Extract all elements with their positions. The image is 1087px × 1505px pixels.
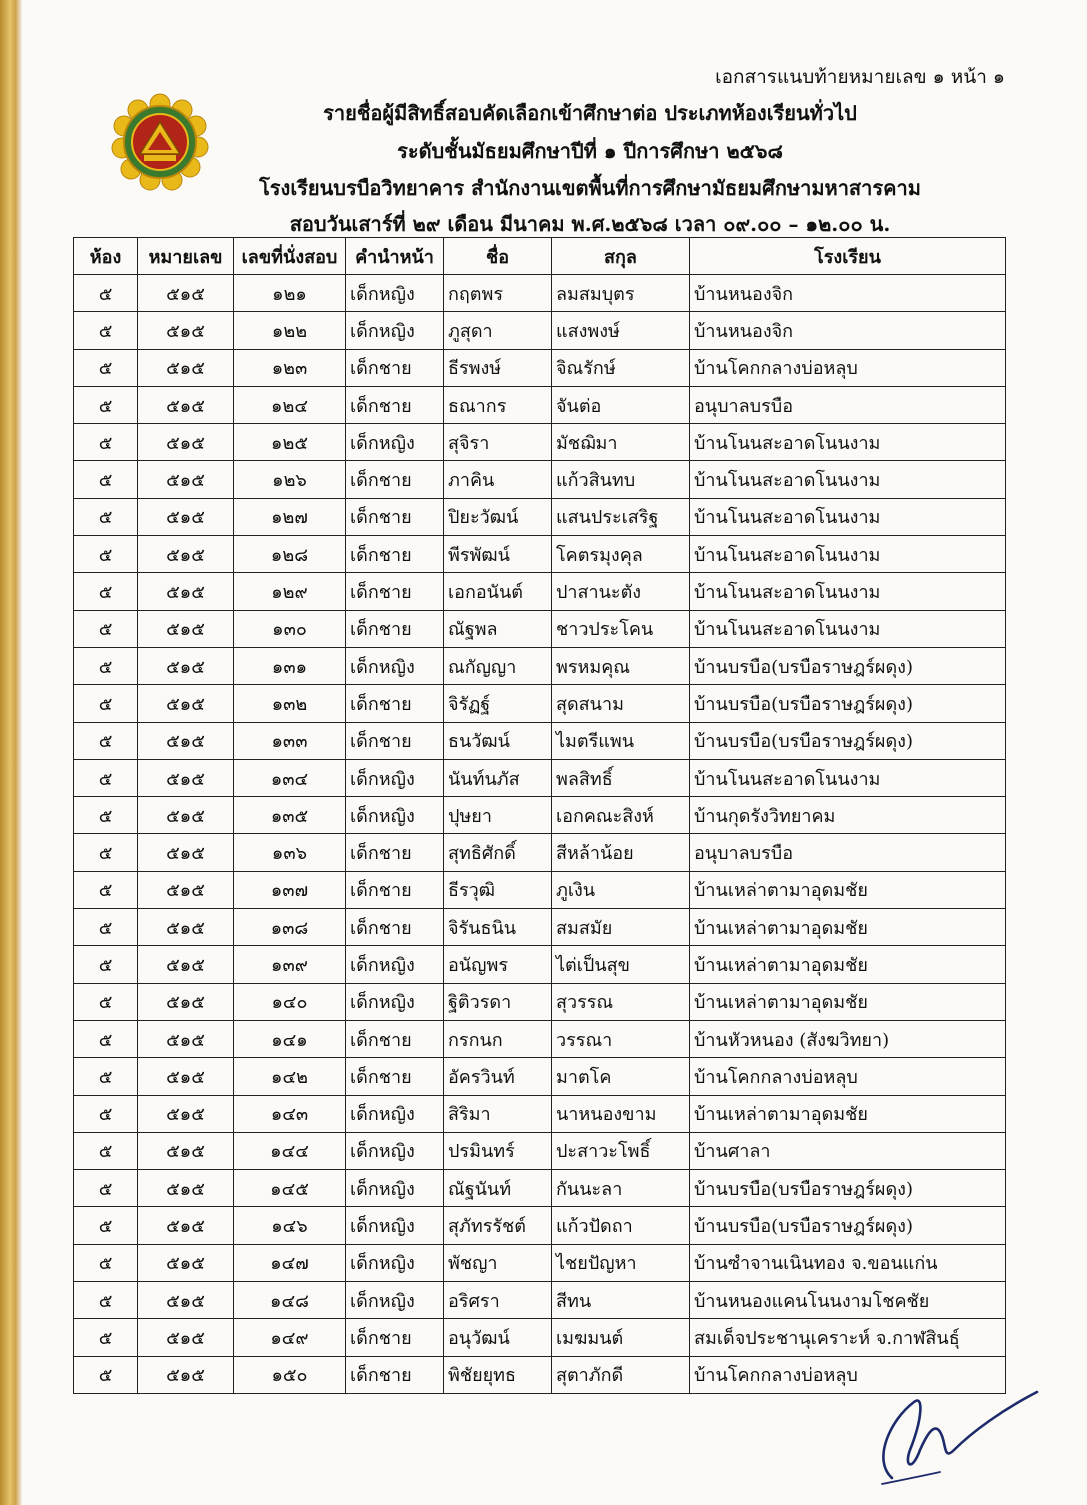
header-prefix: คำนำหน้า — [346, 238, 444, 275]
table-row — [74, 461, 1006, 498]
cell-seat-number: ๑๓๕ — [234, 797, 346, 834]
cell-room: ๕ — [74, 834, 138, 871]
cell-seat-number: ๑๔๐ — [234, 983, 346, 1020]
cell-number: ๕๑๕ — [138, 983, 234, 1020]
cell-school: บ้านโนนสะอาดโนนงาม — [690, 536, 1006, 573]
cell-room: ๕ — [74, 722, 138, 759]
cell-number: ๕๑๕ — [138, 1020, 234, 1057]
cell-school: บ้านบรบือ(บรบือราษฎร์ผดุง) — [690, 1170, 1006, 1207]
cell-seat-number: ๑๔๘ — [234, 1282, 346, 1319]
cell-number: ๕๑๕ — [138, 647, 234, 684]
cell-seat-number: ๑๔๑ — [234, 1020, 346, 1057]
cell-seat-number: ๑๓๗ — [234, 871, 346, 908]
cell-first-name: ปิยะวัฒน์ — [444, 498, 552, 535]
cell-number: ๕๑๕ — [138, 1282, 234, 1319]
cell-last-name: กันนะลา — [552, 1170, 690, 1207]
cell-school: บ้านบรบือ(บรบือราษฎร์ผดุง) — [690, 1207, 1006, 1244]
table-row — [74, 610, 1006, 647]
cell-first-name: อนัญพร — [444, 946, 552, 983]
cell-last-name: ลมสมบุตร — [552, 275, 690, 312]
cell-last-name: เอกคณะสิงห์ — [552, 797, 690, 834]
cell-number: ๕๑๕ — [138, 573, 234, 610]
cell-prefix: เด็กชาย — [346, 536, 444, 573]
cell-first-name: อนุวัฒน์ — [444, 1319, 552, 1356]
cell-first-name: ภูสุดา — [444, 312, 552, 349]
cell-seat-number: ๑๔๔ — [234, 1132, 346, 1169]
cell-number: ๕๑๕ — [138, 797, 234, 834]
cell-seat-number: ๑๓๘ — [234, 909, 346, 946]
cell-school: บ้านหัวหนอง (สังฆวิทยา) — [690, 1020, 1006, 1057]
cell-school: บ้านโคกกลางบ่อหลุบ — [690, 349, 1006, 386]
header-last-name: สกุล — [552, 238, 690, 275]
table-row — [74, 647, 1006, 684]
cell-first-name: สิริมา — [444, 1095, 552, 1132]
title-line-2: ระดับชั้นมัธยมศึกษาปีที่ ๑ ปีการศึกษา ๒๕๖๘ — [397, 139, 783, 163]
cell-first-name: อริศรา — [444, 1282, 552, 1319]
cell-prefix: เด็กชาย — [346, 834, 444, 871]
cell-seat-number: ๑๓๖ — [234, 834, 346, 871]
cell-room: ๕ — [74, 946, 138, 983]
cell-seat-number: ๑๓๑ — [234, 647, 346, 684]
cell-room: ๕ — [74, 573, 138, 610]
cell-number: ๕๑๕ — [138, 759, 234, 796]
cell-first-name: จิรัฏฐ์ — [444, 685, 552, 722]
cell-first-name: พิชัยยุทธ — [444, 1356, 552, 1393]
cell-prefix: เด็กหญิง — [346, 797, 444, 834]
cell-first-name: สุจิรา — [444, 424, 552, 461]
cell-first-name: สุทธิศักดิ์ — [444, 834, 552, 871]
cell-first-name: พัชญา — [444, 1244, 552, 1281]
cell-school: บ้านหนองจิก — [690, 312, 1006, 349]
table-row — [74, 349, 1006, 386]
cell-first-name: เอกอนันต์ — [444, 573, 552, 610]
signature — [862, 1380, 1047, 1490]
cell-seat-number: ๑๓๓ — [234, 722, 346, 759]
cell-last-name: แสนประเสริฐ — [552, 498, 690, 535]
header-number: หมายเลข — [138, 238, 234, 275]
cell-number: ๕๑๕ — [138, 834, 234, 871]
cell-room: ๕ — [74, 759, 138, 796]
cell-room: ๕ — [74, 312, 138, 349]
cell-last-name: มาตโค — [552, 1058, 690, 1095]
table-row — [74, 1170, 1006, 1207]
header-first-name: ชื่อ — [444, 238, 552, 275]
cell-prefix: เด็กหญิง — [346, 275, 444, 312]
cell-prefix: เด็กหญิง — [346, 1170, 444, 1207]
cell-first-name: อัครวินท์ — [444, 1058, 552, 1095]
cell-seat-number: ๑๔๖ — [234, 1207, 346, 1244]
cell-school: บ้านเหล่าตามาอุดมชัย — [690, 1095, 1006, 1132]
cell-school: บ้านบรบือ(บรบือราษฎร์ผดุง) — [690, 722, 1006, 759]
cell-room: ๕ — [74, 647, 138, 684]
cell-prefix: เด็กชาย — [346, 461, 444, 498]
cell-seat-number: ๑๔๕ — [234, 1170, 346, 1207]
cell-number: ๕๑๕ — [138, 536, 234, 573]
cell-number: ๕๑๕ — [138, 685, 234, 722]
cell-seat-number: ๑๔๓ — [234, 1095, 346, 1132]
table-row — [74, 1020, 1006, 1057]
cell-room: ๕ — [74, 685, 138, 722]
cell-room: ๕ — [74, 1020, 138, 1057]
cell-number: ๕๑๕ — [138, 1356, 234, 1393]
table-row — [74, 1282, 1006, 1319]
cell-prefix: เด็กหญิง — [346, 1132, 444, 1169]
cell-school: บ้านหนองจิก — [690, 275, 1006, 312]
cell-seat-number: ๑๔๒ — [234, 1058, 346, 1095]
cell-room: ๕ — [74, 424, 138, 461]
cell-prefix: เด็กหญิง — [346, 1244, 444, 1281]
cell-prefix: เด็กหญิง — [346, 1282, 444, 1319]
cell-first-name: ปรมินทร์ — [444, 1132, 552, 1169]
cell-number: ๕๑๕ — [138, 871, 234, 908]
gold-page-edge — [0, 0, 22, 1505]
cell-room: ๕ — [74, 1170, 138, 1207]
cell-prefix: เด็กชาย — [346, 1356, 444, 1393]
table-row — [74, 1095, 1006, 1132]
header-school: โรงเรียน — [690, 238, 1006, 275]
table-row — [74, 871, 1006, 908]
cell-room: ๕ — [74, 275, 138, 312]
cell-prefix: เด็กชาย — [346, 573, 444, 610]
cell-school: อนุบาลบรบือ — [690, 834, 1006, 871]
cell-last-name: สีหล้าน้อย — [552, 834, 690, 871]
cell-school: บ้านโนนสะอาดโนนงาม — [690, 573, 1006, 610]
cell-room: ๕ — [74, 1058, 138, 1095]
cell-seat-number: ๑๓๙ — [234, 946, 346, 983]
title-line-3: โรงเรียนบรบือวิทยาคาร สำนักงานเขตพื้นที่การศึกษามัธยมศึกษามหาสารคาม — [259, 176, 921, 200]
cell-last-name: สีทน — [552, 1282, 690, 1319]
cell-first-name: นันท์นภัส — [444, 759, 552, 796]
cell-last-name: มัชฌิมา — [552, 424, 690, 461]
cell-first-name: ปุษยา — [444, 797, 552, 834]
candidate-table — [73, 237, 1006, 1394]
cell-first-name: ธีรวุฒิ — [444, 871, 552, 908]
cell-last-name: พลสิทธิ์ — [552, 759, 690, 796]
cell-last-name: สุดสนาม — [552, 685, 690, 722]
cell-school: บ้านเหล่าตามาอุดมชัย — [690, 983, 1006, 1020]
cell-prefix: เด็กชาย — [346, 1020, 444, 1057]
cell-first-name: ธณากร — [444, 386, 552, 423]
cell-school: บ้านโคกกลางบ่อหลุบ — [690, 1356, 1006, 1393]
table-row — [74, 983, 1006, 1020]
cell-number: ๕๑๕ — [138, 424, 234, 461]
cell-room: ๕ — [74, 1244, 138, 1281]
table-header — [74, 238, 1006, 275]
cell-prefix: เด็กชาย — [346, 386, 444, 423]
cell-last-name: เมฆมนต์ — [552, 1319, 690, 1356]
cell-seat-number: ๑๒๖ — [234, 461, 346, 498]
cell-room: ๕ — [74, 1356, 138, 1393]
table-row — [74, 312, 1006, 349]
cell-room: ๕ — [74, 386, 138, 423]
cell-number: ๕๑๕ — [138, 349, 234, 386]
cell-seat-number: ๑๒๕ — [234, 424, 346, 461]
table-row — [74, 946, 1006, 983]
cell-number: ๕๑๕ — [138, 946, 234, 983]
cell-number: ๕๑๕ — [138, 461, 234, 498]
table-body — [74, 275, 1006, 1394]
table-row — [74, 797, 1006, 834]
cell-last-name: ปะสาวะโพธิ์ — [552, 1132, 690, 1169]
cell-prefix: เด็กชาย — [346, 349, 444, 386]
cell-seat-number: ๑๒๔ — [234, 386, 346, 423]
cell-seat-number: ๑๔๗ — [234, 1244, 346, 1281]
cell-last-name: นาหนองขาม — [552, 1095, 690, 1132]
cell-school: บ้านบรบือ(บรบือราษฎร์ผดุง) — [690, 647, 1006, 684]
cell-last-name: จันต่อ — [552, 386, 690, 423]
cell-school: บ้านศาลา — [690, 1132, 1006, 1169]
cell-seat-number: ๑๒๒ — [234, 312, 346, 349]
cell-first-name: ธีรพงษ์ — [444, 349, 552, 386]
cell-number: ๕๑๕ — [138, 1319, 234, 1356]
table-row — [74, 573, 1006, 610]
cell-seat-number: ๑๕๐ — [234, 1356, 346, 1393]
cell-last-name: แก้วสินทบ — [552, 461, 690, 498]
cell-number: ๕๑๕ — [138, 1058, 234, 1095]
cell-number: ๕๑๕ — [138, 312, 234, 349]
cell-number: ๕๑๕ — [138, 909, 234, 946]
cell-number: ๕๑๕ — [138, 610, 234, 647]
table-row — [74, 1207, 1006, 1244]
cell-first-name: กรกนก — [444, 1020, 552, 1057]
cell-last-name: ปาสานะตัง — [552, 573, 690, 610]
cell-school: บ้านโคกกลางบ่อหลุบ — [690, 1058, 1006, 1095]
cell-first-name: ณกัญญา — [444, 647, 552, 684]
cell-last-name: ไมตรีแพน — [552, 722, 690, 759]
table-row — [74, 685, 1006, 722]
table-row — [74, 536, 1006, 573]
cell-prefix: เด็กหญิง — [346, 647, 444, 684]
cell-prefix: เด็กหญิง — [346, 424, 444, 461]
cell-prefix: เด็กชาย — [346, 685, 444, 722]
table-row — [74, 834, 1006, 871]
cell-prefix: เด็กชาย — [346, 909, 444, 946]
cell-room: ๕ — [74, 1282, 138, 1319]
cell-room: ๕ — [74, 1319, 138, 1356]
cell-room: ๕ — [74, 498, 138, 535]
cell-prefix: เด็กหญิง — [346, 946, 444, 983]
cell-prefix: เด็กหญิง — [346, 1207, 444, 1244]
cell-prefix: เด็กชาย — [346, 871, 444, 908]
cell-room: ๕ — [74, 349, 138, 386]
header-seat-number: เลขที่นั่งสอบ — [234, 238, 346, 275]
table-row — [74, 498, 1006, 535]
cell-last-name: ชาวประโคน — [552, 610, 690, 647]
cell-last-name: วรรณา — [552, 1020, 690, 1057]
cell-room: ๕ — [74, 871, 138, 908]
cell-number: ๕๑๕ — [138, 1207, 234, 1244]
cell-room: ๕ — [74, 1207, 138, 1244]
cell-seat-number: ๑๓๒ — [234, 685, 346, 722]
table-row — [74, 1244, 1006, 1281]
cell-number: ๕๑๕ — [138, 1095, 234, 1132]
cell-room: ๕ — [74, 461, 138, 498]
cell-number: ๕๑๕ — [138, 275, 234, 312]
cell-seat-number: ๑๒๗ — [234, 498, 346, 535]
header-row — [74, 238, 1006, 275]
cell-school: บ้านกุดรังวิทยาคม — [690, 797, 1006, 834]
cell-first-name: ภาคิน — [444, 461, 552, 498]
cell-school: บ้านซำจานเนินทอง จ.ขอนแก่น — [690, 1244, 1006, 1281]
cell-first-name: จิรันธนิน — [444, 909, 552, 946]
cell-seat-number: ๑๔๙ — [234, 1319, 346, 1356]
cell-prefix: เด็กหญิง — [346, 312, 444, 349]
cell-prefix: เด็กชาย — [346, 722, 444, 759]
cell-first-name: พีรพัฒน์ — [444, 536, 552, 573]
cell-prefix: เด็กหญิง — [346, 759, 444, 796]
cell-seat-number: ๑๒๙ — [234, 573, 346, 610]
cell-last-name: สุวรรณ — [552, 983, 690, 1020]
cell-number: ๕๑๕ — [138, 386, 234, 423]
cell-seat-number: ๑๒๓ — [234, 349, 346, 386]
cell-room: ๕ — [74, 983, 138, 1020]
cell-first-name: สุภัทรรัชต์ — [444, 1207, 552, 1244]
cell-school: บ้านบรบือ(บรบือราษฎร์ผดุง) — [690, 685, 1006, 722]
cell-number: ๕๑๕ — [138, 1244, 234, 1281]
cell-first-name: กฤตพร — [444, 275, 552, 312]
table-row — [74, 424, 1006, 461]
cell-first-name: ธนวัฒน์ — [444, 722, 552, 759]
cell-last-name: พรหมคุณ — [552, 647, 690, 684]
cell-room: ๕ — [74, 536, 138, 573]
cell-school: บ้านเหล่าตามาอุดมชัย — [690, 871, 1006, 908]
cell-school: บ้านเหล่าตามาอุดมชัย — [690, 909, 1006, 946]
cell-room: ๕ — [74, 610, 138, 647]
cell-prefix: เด็กชาย — [346, 1058, 444, 1095]
cell-school: บ้านหนองแคนโนนงามโชคชัย — [690, 1282, 1006, 1319]
title-line-4: สอบวันเสาร์ที่ ๒๙ เดือน มีนาคม พ.ศ.๒๕๖๘ เวลา ๐๙.๐๐ – ๑๒.๐๐ น. — [289, 212, 891, 236]
cell-seat-number: ๑๓๐ — [234, 610, 346, 647]
cell-school: บ้านโนนสะอาดโนนงาม — [690, 498, 1006, 535]
title-line-1: รายชื่อผู้มีสิทธิ์สอบคัดเลือกเข้าศึกษาต่อ ประเภทห้องเรียนทั่วไป — [323, 101, 857, 125]
cell-first-name: ฐิติวรดา — [444, 983, 552, 1020]
cell-first-name: ณัฐนันท์ — [444, 1170, 552, 1207]
table-row — [74, 759, 1006, 796]
cell-last-name: สุตาภักดี — [552, 1356, 690, 1393]
cell-last-name: แก้วปัดถา — [552, 1207, 690, 1244]
cell-last-name: โคตรมุงคุล — [552, 536, 690, 573]
cell-prefix: เด็กชาย — [346, 1319, 444, 1356]
header-room: ห้อง — [74, 238, 138, 275]
cell-last-name: แสงพงษ์ — [552, 312, 690, 349]
cell-last-name: ไชยปัญหา — [552, 1244, 690, 1281]
cell-prefix: เด็กชาย — [346, 498, 444, 535]
cell-room: ๕ — [74, 1132, 138, 1169]
cell-number: ๕๑๕ — [138, 1170, 234, 1207]
table-row — [74, 1132, 1006, 1169]
cell-seat-number: ๑๓๔ — [234, 759, 346, 796]
cell-prefix: เด็กหญิง — [346, 983, 444, 1020]
cell-first-name: ณัฐพล — [444, 610, 552, 647]
cell-room: ๕ — [74, 1095, 138, 1132]
table-row — [74, 909, 1006, 946]
cell-last-name: ไต่เป็นสุข — [552, 946, 690, 983]
cell-last-name: จิณรักษ์ — [552, 349, 690, 386]
cell-last-name: สมสมัย — [552, 909, 690, 946]
cell-last-name: ภูเงิน — [552, 871, 690, 908]
document-reference: เอกสารแนบท้ายหมายเลข ๑ หน้า ๑ — [715, 66, 1005, 88]
cell-prefix: เด็กหญิง — [346, 1095, 444, 1132]
table-row — [74, 386, 1006, 423]
cell-prefix: เด็กชาย — [346, 610, 444, 647]
table-row — [74, 275, 1006, 312]
cell-seat-number: ๑๒๘ — [234, 536, 346, 573]
cell-room: ๕ — [74, 797, 138, 834]
cell-room: ๕ — [74, 909, 138, 946]
cell-school: บ้านโนนสะอาดโนนงาม — [690, 759, 1006, 796]
cell-school: สมเด็จประชานุเคราะห์ จ.กาฬสินธุ์ — [690, 1319, 1006, 1356]
cell-number: ๕๑๕ — [138, 722, 234, 759]
table-row — [74, 1319, 1006, 1356]
table-row — [74, 1058, 1006, 1095]
cell-school: บ้านโนนสะอาดโนนงาม — [690, 424, 1006, 461]
cell-school: บ้านโนนสะอาดโนนงาม — [690, 610, 1006, 647]
cell-school: บ้านโนนสะอาดโนนงาม — [690, 461, 1006, 498]
cell-school: อนุบาลบรบือ — [690, 386, 1006, 423]
cell-school: บ้านเหล่าตามาอุดมชัย — [690, 946, 1006, 983]
cell-number: ๕๑๕ — [138, 498, 234, 535]
cell-number: ๕๑๕ — [138, 1132, 234, 1169]
table-row — [74, 722, 1006, 759]
cell-seat-number: ๑๒๑ — [234, 275, 346, 312]
